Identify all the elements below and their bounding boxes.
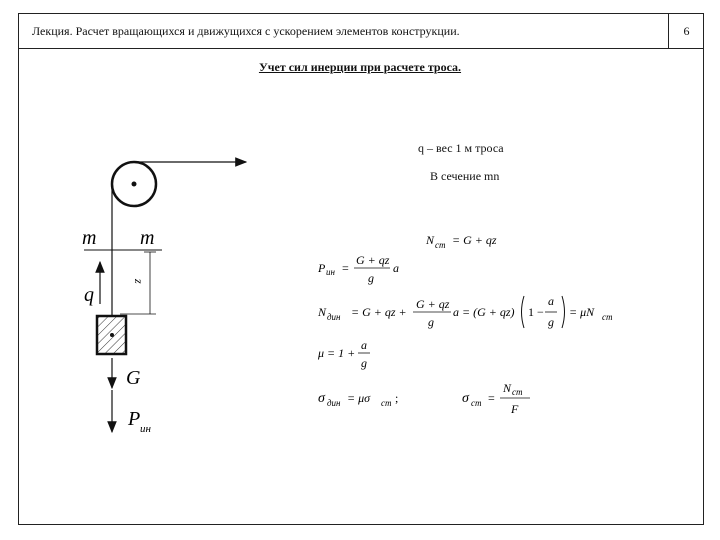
formula-sigma-st xyxy=(462,381,530,416)
svg-text:F: F xyxy=(511,402,519,416)
svg-text:N: N xyxy=(318,305,327,319)
formula-n-st xyxy=(425,233,497,250)
svg-text:G + qz: G + qz xyxy=(416,297,450,311)
formula-p-in xyxy=(317,253,399,285)
svg-text:=: = xyxy=(342,261,349,275)
svg-text:cm: cm xyxy=(602,312,613,322)
label-m: m xyxy=(82,227,97,249)
q-definition: q – вес 1 м троса xyxy=(418,141,504,155)
lecture-title: Лекция. Расчет вращающихся и движущихся с ускорением элементов конструкции. xyxy=(32,24,460,38)
formula-sigma-din xyxy=(318,391,398,408)
formula-mu xyxy=(317,338,370,370)
svg-text:a: a xyxy=(548,294,554,308)
svg-text:= μN: = μN xyxy=(569,305,595,319)
svg-text:G + qz: G + qz xyxy=(356,253,390,267)
svg-text:P: P xyxy=(318,261,326,275)
svg-text:ин: ин xyxy=(326,267,335,277)
svg-text:cm: cm xyxy=(435,240,446,250)
label-q: q xyxy=(84,284,94,306)
svg-text:N: N xyxy=(426,233,435,247)
svg-text:g: g xyxy=(548,315,554,329)
svg-text:cm: cm xyxy=(512,387,523,397)
label-P: P xyxy=(128,408,141,430)
svg-text:дин: дин xyxy=(327,312,341,322)
section-subtitle: Учет сил инерции при расчете троса. xyxy=(258,60,462,74)
svg-text:N: N xyxy=(503,381,512,395)
svg-text:дин: дин xyxy=(327,398,341,408)
svg-text:g: g xyxy=(368,271,374,285)
svg-text:μ = 1 +: μ = 1 + xyxy=(318,346,356,360)
svg-text:σ: σ xyxy=(318,391,325,406)
label-G: G xyxy=(126,367,141,389)
svg-text:cm: cm xyxy=(381,398,392,408)
svg-text:a: a xyxy=(361,338,367,352)
formula-n-din xyxy=(317,294,613,329)
label-z: z xyxy=(132,279,146,284)
label-P-sub: ин xyxy=(140,423,151,435)
svg-text:= G + qz: = G + qz xyxy=(452,233,497,247)
page-number: 6 xyxy=(668,13,704,49)
svg-text:σ: σ xyxy=(462,391,469,406)
label-n: m xyxy=(140,227,155,249)
svg-text:a: a xyxy=(393,261,399,275)
svg-text:;: ; xyxy=(395,391,399,405)
svg-text:g: g xyxy=(361,356,367,370)
svg-text:1 −: 1 − xyxy=(528,305,544,319)
svg-text:=: = xyxy=(488,391,495,405)
svg-text:= μσ: = μσ xyxy=(347,391,371,405)
svg-text:a = (G + qz): a = (G + qz) xyxy=(453,305,515,319)
svg-text:g: g xyxy=(428,315,434,329)
svg-text:= G + qz +: = G + qz + xyxy=(351,305,407,319)
section-label: В сечение mn xyxy=(430,169,500,183)
svg-text:cm: cm xyxy=(471,398,482,408)
